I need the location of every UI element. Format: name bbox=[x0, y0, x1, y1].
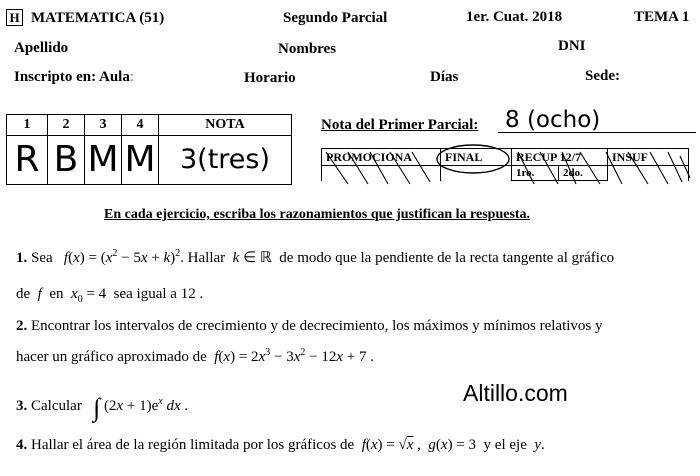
question-1-number: 1. bbox=[16, 250, 28, 266]
question-1-x0: $x_0 = 4$ bbox=[71, 286, 110, 305]
question-2-line-1 bbox=[16, 318, 603, 335]
question-4-number: 4. bbox=[16, 437, 28, 453]
dias-label: Días bbox=[430, 69, 459, 85]
dni-label: DNI bbox=[558, 38, 586, 54]
question-1-text-f: sea igual a 12 . bbox=[113, 286, 204, 302]
question-4-line: 4. Hallar el área de la región limitada por los gráficos de f(x) = √x , g(x) = 3 y el eje y. bbox=[16, 437, 545, 453]
inscripto-text: Inscripto en: Aula bbox=[14, 69, 130, 85]
status-recup-first: 1ro. bbox=[512, 166, 559, 181]
course-header bbox=[6, 9, 164, 27]
instructions: En cada ejercicio, escriba los razonamientos que justifican la respuesta. bbox=[104, 207, 531, 222]
status-hatching bbox=[318, 138, 698, 190]
question-1-text-d: de bbox=[16, 286, 31, 302]
grade-mark-4: M bbox=[122, 136, 159, 185]
question-1-text-c: de modo que la pendiente de la recta tangente al gráfico bbox=[279, 250, 615, 266]
status-recup-second: 2do. bbox=[559, 166, 608, 181]
grade-header-2: 2 bbox=[48, 115, 85, 136]
sede-label: Sede: bbox=[585, 68, 620, 84]
question-1-f: f bbox=[33, 286, 46, 302]
question-3-line bbox=[16, 393, 188, 423]
horario-label: Horario bbox=[244, 70, 296, 86]
question-1-text-b: . Hallar bbox=[180, 250, 226, 266]
question-4-functions: f(x) = √x , g(x) = 3 bbox=[361, 437, 480, 453]
grade-mark-2: B bbox=[48, 136, 85, 185]
exam-tema: TEMA 1 bbox=[634, 9, 690, 25]
question-4-text-a: Hallar el área de la región limitada por los gráficos de bbox=[31, 437, 355, 453]
question-1-function-rest: $(x) = (x^2 - 5x + k)^2$ bbox=[68, 248, 181, 266]
question-2-number: 2. bbox=[16, 318, 28, 334]
primer-parcial-line bbox=[498, 132, 696, 133]
status-promociona: PROMOCIONA bbox=[322, 149, 441, 166]
grade-mark-1: R bbox=[7, 136, 48, 185]
question-1-line-1 bbox=[16, 248, 614, 267]
aula-mark: : bbox=[129, 69, 135, 85]
question-3-number: 3. bbox=[16, 398, 28, 414]
course-title: MATEMATICA (51) bbox=[31, 10, 165, 26]
grade-header-1: 1 bbox=[7, 115, 48, 136]
question-4-text-b: y el eje bbox=[483, 437, 527, 453]
inscripto-label bbox=[14, 69, 134, 86]
question-1-function: f bbox=[56, 250, 69, 266]
integral-icon: ∫ bbox=[93, 393, 101, 422]
question-1-text-a: Sea bbox=[31, 250, 53, 266]
question-1-text-e: en bbox=[49, 286, 64, 302]
exam-term: 1er. Cuat. 2018 bbox=[466, 9, 563, 25]
status-final: FINAL bbox=[441, 149, 512, 166]
watermark: Altillo.com bbox=[463, 380, 568, 406]
status-recup: RECUP 12/7 bbox=[512, 149, 608, 166]
grade-header-4: 4 bbox=[122, 115, 159, 136]
question-2-text-2: hacer un gráfico aproximado de bbox=[16, 349, 207, 365]
primer-parcial-value: 8 (ocho) bbox=[505, 107, 601, 133]
question-3-integral: ∫ $(2x + 1)e^x$ dx . bbox=[93, 393, 189, 422]
grade-mark-3: M bbox=[85, 136, 122, 185]
grade-header-nota: NOTA bbox=[159, 115, 292, 136]
apellido-label: Apellido bbox=[14, 40, 69, 56]
exam-name: Segundo Parcial bbox=[283, 10, 388, 26]
question-2-text-1: Encontrar los intervalos de crecimiento y de decrecimiento, los máximos y mínimos relativos y bbox=[31, 318, 603, 334]
primer-parcial-label: Nota del Primer Parcial: bbox=[321, 117, 479, 133]
question-4-y: y bbox=[530, 437, 542, 453]
grades-marks-row bbox=[7, 136, 292, 185]
question-3-text: Calcular bbox=[31, 398, 82, 414]
nombres-label: Nombres bbox=[278, 41, 337, 57]
header-box-letter: H bbox=[6, 9, 23, 26]
question-2-line-2 bbox=[16, 347, 374, 366]
grades-header-row bbox=[7, 115, 292, 136]
question-1-k: k bbox=[228, 250, 240, 266]
question-1-in-r: ∈ ℝ bbox=[239, 250, 276, 266]
question-2-function: $f(x) = 2x^3 - 3x^2 - 12x + 7$ . bbox=[214, 347, 374, 365]
grades-table bbox=[6, 114, 292, 185]
grade-header-3: 3 bbox=[85, 115, 122, 136]
status-insuf: INSUF bbox=[608, 149, 689, 166]
grade-mark-nota: 3(tres) bbox=[159, 136, 292, 185]
question-1-line-2 bbox=[16, 286, 203, 305]
